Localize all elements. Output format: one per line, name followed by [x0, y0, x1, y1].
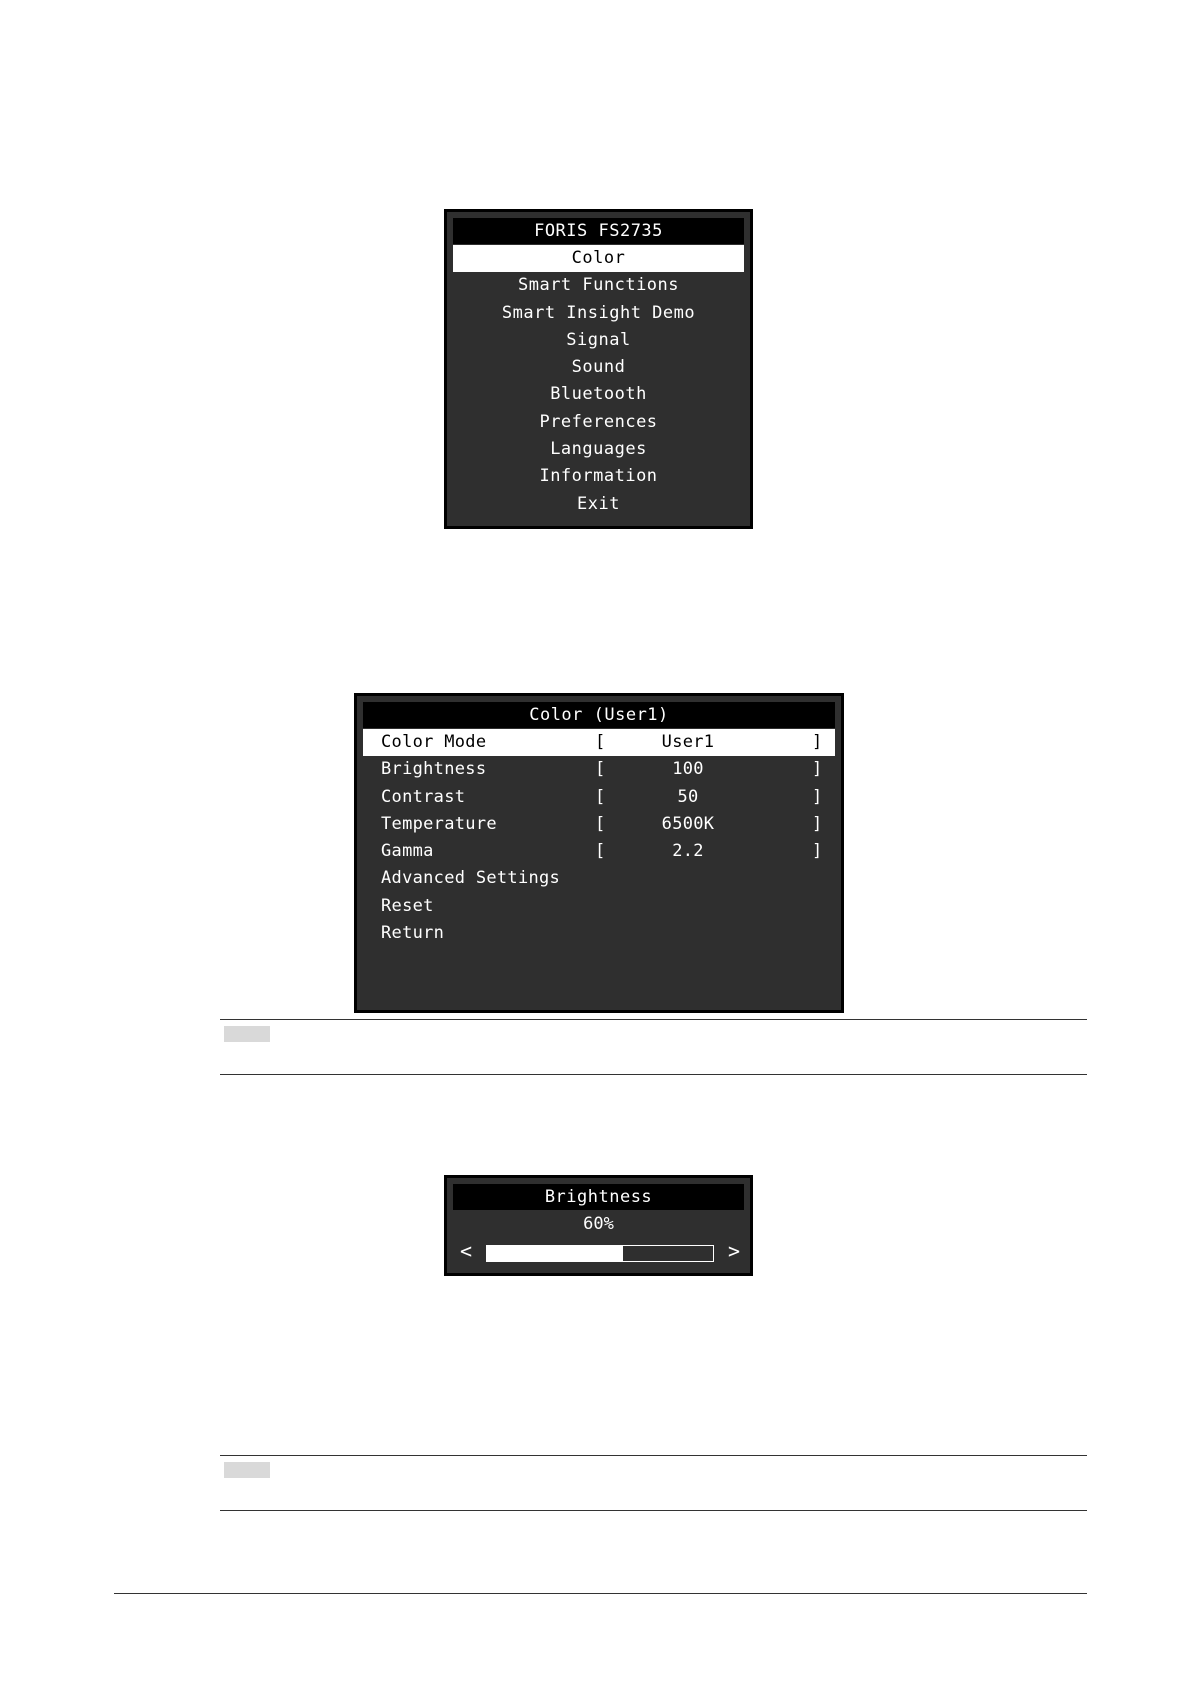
- note-tag: [224, 1026, 270, 1042]
- open-bracket: [: [595, 786, 606, 807]
- menu-item-information[interactable]: Information: [539, 466, 658, 487]
- setting-value: 100: [672, 759, 704, 780]
- setting-value: User1: [661, 732, 715, 752]
- page-footer-rule: [114, 1593, 1087, 1594]
- setting-row-gamma[interactable]: [363, 838, 835, 865]
- color-settings-list: [363, 729, 835, 947]
- menu-item-bluetooth[interactable]: Bluetooth: [550, 384, 647, 405]
- main-setting-menu: [444, 209, 753, 529]
- menu-item-sound[interactable]: Sound: [571, 357, 626, 378]
- open-bracket: [: [595, 813, 606, 834]
- setting-label: Contrast: [381, 786, 466, 807]
- menu-item-languages[interactable]: Languages: [550, 439, 647, 460]
- brightness-slider[interactable]: [486, 1245, 714, 1262]
- note-tag: [224, 1462, 270, 1478]
- setting-label: Color Mode: [381, 732, 487, 752]
- setting-row-color-mode[interactable]: [363, 729, 835, 756]
- setting-value: 50: [677, 786, 699, 807]
- setting-label: Advanced Settings: [381, 868, 561, 889]
- setting-row-temperature[interactable]: [363, 811, 835, 838]
- setting-label: Reset: [381, 895, 434, 916]
- menu-item-signal[interactable]: Signal: [566, 329, 631, 350]
- close-bracket: ]: [812, 759, 823, 780]
- close-bracket: ]: [812, 841, 823, 862]
- setting-value: 2.2: [672, 841, 704, 862]
- brightness-adjust-menu: [444, 1175, 753, 1276]
- note-bottom-rule: [220, 1510, 1087, 1511]
- color-settings-menu: [354, 693, 844, 1013]
- close-bracket: ]: [812, 732, 823, 752]
- menu-item-exit[interactable]: Exit: [577, 493, 620, 514]
- increase-arrow-icon[interactable]: >: [728, 1239, 741, 1263]
- brightness-title: Brightness: [453, 1184, 744, 1210]
- menu-item-color[interactable]: Color: [453, 245, 744, 272]
- setting-row-advanced-settings[interactable]: [363, 865, 835, 892]
- setting-value: 6500K: [661, 813, 715, 834]
- note-top-rule: [220, 1019, 1087, 1020]
- setting-row-return[interactable]: [363, 920, 835, 947]
- setting-row-reset[interactable]: [363, 893, 835, 920]
- setting-label: Brightness: [381, 759, 487, 780]
- setting-label: Temperature: [381, 813, 497, 834]
- setting-row-brightness[interactable]: [363, 756, 835, 783]
- close-bracket: ]: [812, 786, 823, 807]
- close-bracket: ]: [812, 813, 823, 834]
- note-top-rule: [220, 1455, 1087, 1456]
- open-bracket: [: [595, 759, 606, 780]
- brightness-value: 60%: [583, 1214, 614, 1234]
- brightness-slider-fill: [487, 1246, 623, 1261]
- main-menu-title: FORIS FS2735: [453, 218, 744, 244]
- setting-label: Gamma: [381, 841, 434, 862]
- open-bracket: [: [595, 841, 606, 862]
- menu-item-smart-insight-demo[interactable]: Smart Insight Demo: [501, 302, 696, 323]
- color-menu-title: Color (User1): [363, 702, 835, 728]
- menu-item-smart-functions[interactable]: Smart Functions: [517, 275, 680, 296]
- open-bracket: [: [595, 732, 606, 752]
- main-menu-items: [453, 245, 744, 518]
- note-bottom-rule: [220, 1074, 1087, 1075]
- menu-item-preferences[interactable]: Preferences: [539, 411, 658, 432]
- setting-label: Return: [381, 923, 445, 944]
- setting-row-contrast[interactable]: [363, 784, 835, 811]
- decrease-arrow-icon[interactable]: <: [460, 1239, 473, 1263]
